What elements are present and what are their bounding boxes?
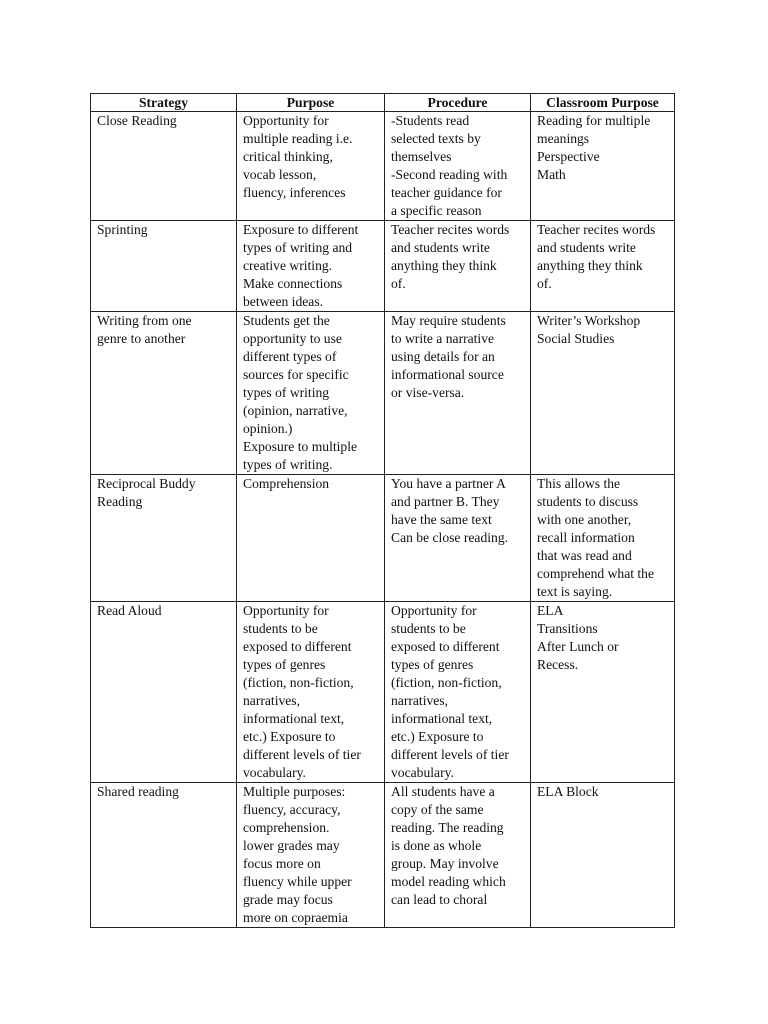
cell-strategy: Shared reading <box>91 783 237 928</box>
cell-classroom-purpose: Reading for multiple meanings Perspective Math <box>531 112 675 221</box>
cell-procedure: May require students to write a narrative using details for an informational source or vise-versa. <box>385 312 531 475</box>
cell-classroom-purpose: Writer’s Workshop Social Studies <box>531 312 675 475</box>
cell-purpose: Opportunity for students to be exposed to different types of genres (fiction, non-fiction, narratives, informational text, etc.) Exposure to different levels of tier vocabulary. <box>237 602 385 783</box>
table-row <box>91 602 675 783</box>
cell-purpose: Exposure to different types of writing and creative writing. Make connections between ideas. <box>237 221 385 312</box>
cell-strategy: Read Aloud <box>91 602 237 783</box>
table-row <box>91 783 675 928</box>
cell-strategy: Reciprocal Buddy Reading <box>91 475 237 602</box>
cell-strategy: Sprinting <box>91 221 237 312</box>
cell-strategy: Close Reading <box>91 112 237 221</box>
header-purpose: Purpose <box>237 94 385 112</box>
cell-procedure: Opportunity for students to be exposed to different types of genres (fiction, non-fiction, narratives, informational text, etc.) Exposure to different levels of tier vocabulary. <box>385 602 531 783</box>
header-procedure: Procedure <box>385 94 531 112</box>
cell-strategy: Writing from one genre to another <box>91 312 237 475</box>
cell-purpose: Multiple purposes: fluency, accuracy, comprehension. lower grades may focus more on fluency while upper grade may focus more on copraemia <box>237 783 385 928</box>
header-strategy: Strategy <box>91 94 237 112</box>
cell-purpose: Students get the opportunity to use different types of sources for specific types of writing (opinion, narrative, opinion.) Exposure to multiple types of writing. <box>237 312 385 475</box>
cell-purpose: Opportunity for multiple reading i.e. critical thinking, vocab lesson, fluency, inferences <box>237 112 385 221</box>
table-row <box>91 112 675 221</box>
table-row <box>91 475 675 602</box>
cell-purpose: Comprehension <box>237 475 385 602</box>
cell-classroom-purpose: Teacher recites words and students write anything they think of. <box>531 221 675 312</box>
header-classroom-purpose: Classroom Purpose <box>531 94 675 112</box>
cell-procedure: All students have a copy of the same reading. The reading is done as whole group. May involve model reading which can lead to choral <box>385 783 531 928</box>
cell-procedure: You have a partner A and partner B. They have the same text Can be close reading. <box>385 475 531 602</box>
cell-classroom-purpose: ELA Transitions After Lunch or Recess. <box>531 602 675 783</box>
cell-classroom-purpose: This allows the students to discuss with one another, recall information that was read and comprehend what the text is saying. <box>531 475 675 602</box>
table-header-row <box>91 94 675 112</box>
table-row <box>91 221 675 312</box>
cell-procedure: Teacher recites words and students write anything they think of. <box>385 221 531 312</box>
table-row <box>91 312 675 475</box>
cell-procedure: -Students read selected texts by themselves -Second reading with teacher guidance for a specific reason <box>385 112 531 221</box>
cell-classroom-purpose: ELA Block <box>531 783 675 928</box>
strategy-table <box>90 93 675 928</box>
